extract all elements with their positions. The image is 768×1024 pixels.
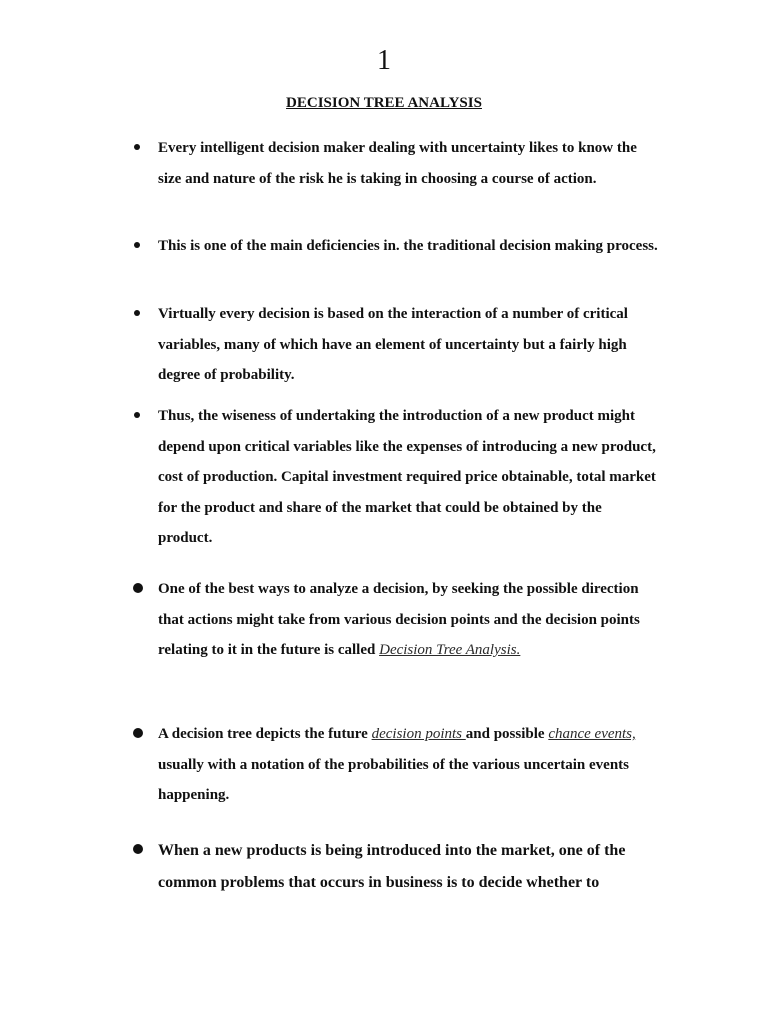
bullet-dot-icon (134, 242, 140, 248)
bullet-text: One of the best ways to analyze a decision, by seeking the possible direction that actions might take from various decision points and the decision points relating to it in the future is called (158, 581, 640, 658)
bullet-item-6 (158, 719, 658, 811)
bullet-text: When a new products is being introduced into the market, one of the common problems that occurs in business is to decide whether to (158, 842, 626, 891)
decision-points-link[interactable]: decision points (371, 726, 466, 742)
bullet-dot-icon (134, 412, 140, 418)
bullet-item-5 (158, 574, 658, 666)
bullet-item-1 (158, 133, 658, 194)
bullet-text: usually with a notation of the probabilities of the various uncertain events happening. (158, 756, 629, 803)
bullet-item-2 (158, 231, 658, 262)
chance-events-link[interactable]: chance events, (548, 726, 636, 742)
bullet-text: Virtually every decision is based on the interaction of a number of critical variables, many of which have an element of uncertainty but a fairly high degree of probability. (158, 306, 628, 383)
page-number: 1 (377, 45, 391, 76)
bullet-item-3 (158, 299, 658, 391)
bullet-text: and possible (465, 726, 549, 742)
bullet-item-4 (158, 401, 658, 554)
bullet-text: A decision tree depicts the future (158, 726, 372, 742)
bullet-text: Thus, the wiseness of undertaking the introduction of a new product might depend upon critical variables like the expenses of introducing a new product, cost of production. Capital investment required price obtainable, total market for the product and share of the market that could be obtained by the product. (158, 408, 656, 546)
bullet-text: This is one of the main deficiencies in. the traditional decision making process. (158, 238, 658, 254)
bullet-dot-icon (133, 583, 143, 593)
bullet-dot-icon (134, 144, 140, 150)
bullet-dot-icon (133, 844, 143, 854)
decision-tree-analysis-link[interactable]: Decision Tree Analysis. (379, 642, 521, 658)
bullet-dot-icon (134, 310, 140, 316)
bullet-dot-icon (133, 728, 143, 738)
bullet-item-7 (158, 835, 658, 899)
bullet-text: Every intelligent decision maker dealing with uncertainty likes to know the size and nature of the risk he is taking in choosing a course of action. (158, 140, 637, 187)
document-title: DECISION TREE ANALYSIS (286, 95, 482, 111)
